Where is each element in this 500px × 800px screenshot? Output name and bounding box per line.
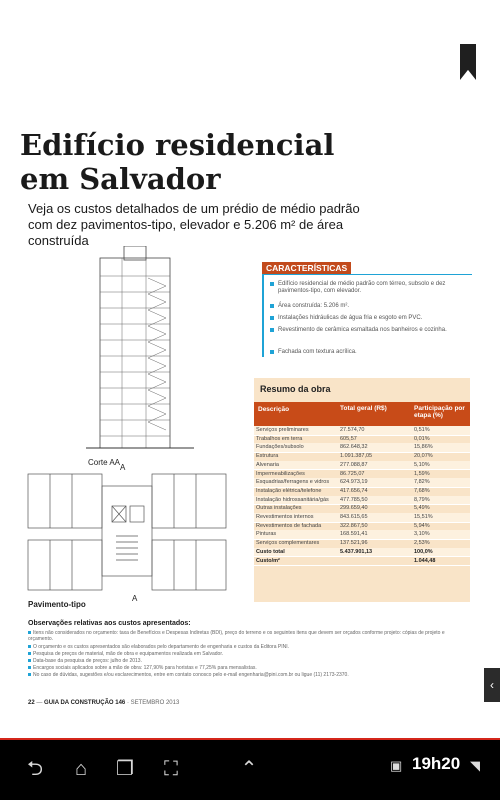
screenshot-icon[interactable]: ⛶ bbox=[164, 758, 178, 780]
summary-table bbox=[254, 378, 470, 602]
cell-share: 1.044,48 bbox=[414, 557, 436, 564]
cell-share: 100,0% bbox=[414, 548, 433, 555]
characteristics-heading: CARACTERÍSTICAS bbox=[262, 262, 351, 274]
column-header: Descrição bbox=[258, 406, 290, 413]
subtitle: Veja os custos detalhados de um prédio de médio padrão com dez pavimentos-tipo, elevador e 5.206 m² de área construída bbox=[28, 201, 360, 248]
list-item bbox=[278, 327, 468, 334]
list-item-text: Área construída: 5.206 m². bbox=[278, 303, 350, 309]
bullet-icon bbox=[28, 631, 31, 634]
cell-total: 277.088,87 bbox=[340, 461, 368, 468]
page-number: 22 bbox=[28, 700, 35, 706]
list-item bbox=[278, 315, 468, 322]
observation-text: Itens não considerados no orçamento: taxa de Benefícios e Despesas Indiretas (BDI), preço do terreno e os seguintes itens que devem ser orçados conforme projeto: cópias de projeto e orçamento. bbox=[28, 630, 445, 642]
title-line-1: Edifício residencial bbox=[20, 128, 335, 162]
cell-total: 322.867,50 bbox=[340, 522, 368, 529]
footer-separator: · bbox=[126, 700, 131, 706]
observation-text: Data-base da pesquisa de preços: julho de 2013. bbox=[33, 658, 142, 664]
cell-description: Custo/m² bbox=[256, 557, 280, 564]
observations-title: Observações relativas aos custos apresentados: bbox=[28, 620, 191, 627]
recent-apps-icon[interactable]: ❐ bbox=[116, 758, 134, 780]
bullet-icon bbox=[270, 316, 274, 320]
cell-description: Outras instalações bbox=[256, 505, 302, 512]
cell-total: 862.648,32 bbox=[340, 444, 368, 451]
cell-description: Alvenaria bbox=[256, 461, 279, 468]
cell-share: 5,49% bbox=[414, 505, 430, 512]
observation-text: O orçamento e os custos apresentados são elaborados pelo departamento de engenharia e custos da Editora PINI. bbox=[33, 644, 289, 650]
characteristics-list bbox=[262, 274, 472, 357]
list-item bbox=[278, 349, 468, 356]
summary-title: Resumo da obra bbox=[260, 384, 331, 394]
cell-description: Trabalhos em terra bbox=[256, 435, 303, 442]
observation-item bbox=[28, 658, 468, 664]
title-line-2: em Salvador bbox=[20, 162, 221, 196]
table-body bbox=[254, 426, 470, 602]
bullet-icon bbox=[28, 673, 31, 676]
cell-share: 2,53% bbox=[414, 540, 430, 547]
list-item-text: Instalações hidráulicas de água fria e esgoto em PVC. bbox=[278, 315, 423, 321]
observation-item bbox=[28, 672, 468, 678]
cell-total: 417.656,74 bbox=[340, 487, 368, 494]
cell-total: 477.785,50 bbox=[340, 496, 368, 503]
cell-description: Esquadrias/ferragens e vidros bbox=[256, 479, 330, 486]
bullet-icon bbox=[28, 652, 31, 655]
table-header bbox=[254, 402, 470, 426]
cell-total: 168.591,41 bbox=[340, 531, 368, 538]
cell-description: Custo total bbox=[256, 548, 285, 555]
cell-total: 1.091.387,05 bbox=[340, 453, 373, 460]
cell-description: Impermeabilizações bbox=[256, 470, 305, 477]
section-label: Corte AA bbox=[88, 458, 121, 467]
observation-text: Pesquisa de preços de material, mão de obra e equipamentos realizada em Salvador. bbox=[33, 651, 224, 657]
column-header: Total geral (R$) bbox=[340, 405, 387, 412]
chevron-left-icon[interactable]: ‹ bbox=[484, 668, 500, 702]
back-icon[interactable]: ⮌ bbox=[26, 758, 44, 780]
cell-share: 0,01% bbox=[414, 435, 430, 442]
cell-share: 20,07% bbox=[414, 453, 433, 460]
cell-share: 3,10% bbox=[414, 531, 430, 538]
bullet-icon bbox=[28, 666, 31, 669]
observation-item bbox=[28, 665, 468, 671]
bullet-icon bbox=[28, 645, 31, 648]
cell-share: 1,59% bbox=[414, 470, 430, 477]
cell-description: Pinturas bbox=[256, 531, 277, 538]
cell-description: Revestimentos internos bbox=[256, 514, 314, 520]
magazine-name: GUIA DA CONSTRUÇÃO 146 bbox=[44, 700, 126, 706]
observation-text: Encargos sociais aplicados sobre a mão de obra: 127,90% para horistas e 77,25% para mensalistas. bbox=[33, 665, 257, 671]
cell-share: 5,10% bbox=[414, 461, 430, 468]
cell-share: 7,68% bbox=[414, 487, 430, 494]
cell-share: 5,94% bbox=[414, 522, 430, 529]
cell-description: Estrutura bbox=[256, 453, 279, 460]
list-item-text: Fachada com textura acrílica. bbox=[278, 349, 357, 355]
cell-share: 0,51% bbox=[414, 427, 430, 433]
list-item-text: Revestimento de cerâmica esmaltada nos banheiros e cozinha. bbox=[278, 327, 447, 333]
list-item bbox=[278, 303, 468, 310]
observation-item bbox=[28, 630, 468, 642]
cell-total: 86.725,07 bbox=[340, 470, 365, 477]
cost-per-m2-row bbox=[254, 557, 470, 567]
bullet-icon bbox=[270, 328, 274, 332]
plan-marker-bottom: A bbox=[132, 594, 138, 603]
list-item-text: Edifício residencial de médio padrão com térreo, subsolo e dez pavimentos-tipo, com elevador. bbox=[278, 281, 446, 294]
characteristics-box bbox=[262, 262, 472, 358]
list-item bbox=[278, 281, 468, 295]
issue-date: SETEMBRO 2013 bbox=[130, 700, 180, 706]
cell-total: 299.659,40 bbox=[340, 505, 368, 512]
cell-share: 15,86% bbox=[414, 444, 433, 451]
cell-total: 27.574,70 bbox=[340, 427, 365, 433]
observation-text: No caso de dúvidas, sugestões e/ou esclarecimentos, entre em contato conosco pelo e-mail engenharia@pini.com.br ou ligue (11) 2173-2370. bbox=[33, 672, 349, 678]
cell-total: 605,57 bbox=[340, 435, 357, 442]
cell-description: Instalação hidrossanitária/gás bbox=[256, 496, 329, 503]
cell-description: Instalação elétrica/telefone bbox=[256, 487, 322, 494]
cell-share: 7,82% bbox=[414, 479, 430, 486]
page-title bbox=[20, 128, 440, 196]
bullet-icon bbox=[28, 659, 31, 662]
building-section-drawing bbox=[86, 246, 194, 452]
cell-share: 8,79% bbox=[414, 496, 430, 503]
footer-separator: — bbox=[36, 700, 45, 706]
cell-description: Fundações/subsolo bbox=[256, 444, 304, 451]
cell-total: 5.437.901,13 bbox=[340, 548, 373, 555]
cell-total: 624.973,19 bbox=[340, 479, 368, 486]
home-icon[interactable]: ⌂ bbox=[74, 758, 88, 780]
floor-plan-drawing bbox=[20, 466, 234, 596]
observation-item bbox=[28, 651, 468, 657]
bookmark-icon[interactable] bbox=[460, 44, 476, 80]
cell-description: Revestimentos de fachada bbox=[256, 522, 322, 529]
gallery-icon: ▣ bbox=[390, 758, 403, 773]
system-nav-bar bbox=[0, 740, 500, 800]
bullet-icon bbox=[270, 304, 274, 308]
plan-marker-top: A bbox=[120, 463, 126, 472]
menu-icon[interactable]: ⌃ bbox=[240, 758, 258, 780]
cell-description: Serviços complementares bbox=[256, 540, 320, 547]
cell-description: Serviços preliminares bbox=[256, 427, 309, 433]
cell-total: 137.521,96 bbox=[340, 540, 368, 547]
observation-item bbox=[28, 644, 468, 650]
column-header: Participação por etapa (%) bbox=[414, 405, 465, 419]
cell-total: 843.615,65 bbox=[340, 514, 368, 520]
bullet-icon bbox=[270, 282, 274, 286]
plan-label: Pavimento-tipo bbox=[28, 600, 86, 609]
bullet-icon bbox=[270, 350, 274, 354]
cell-share: 15,51% bbox=[414, 514, 433, 520]
clock: 19h20 bbox=[412, 754, 461, 773]
wifi-icon: ◥ bbox=[470, 758, 480, 773]
page-footer bbox=[28, 700, 179, 706]
